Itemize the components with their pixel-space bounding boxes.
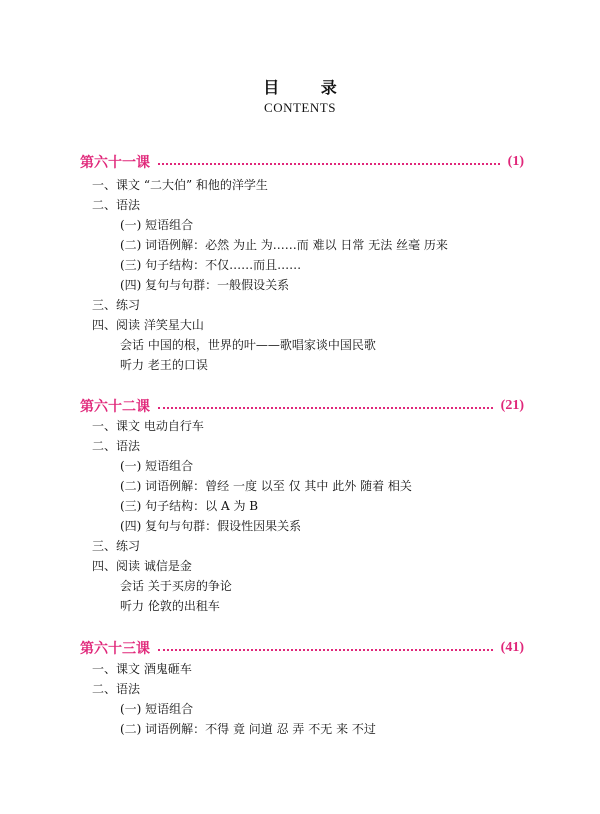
toc-item: (二) 词语例解：曾经 一度 以至 仅 其中 此外 随着 相关 <box>120 479 412 493</box>
leader-dots <box>158 163 500 165</box>
toc-item: (一) 短语组合 <box>120 702 194 716</box>
leader-dots <box>158 649 493 651</box>
page-subtitle: CONTENTS <box>264 100 336 115</box>
toc-item: 三、练习 <box>92 539 141 553</box>
lesson-page-number: (21) <box>500 398 524 413</box>
toc-item: 三、练习 <box>92 298 141 312</box>
toc-item: 会话 关于买房的争论 <box>120 579 232 593</box>
toc-item: (一) 短语组合 <box>120 459 194 473</box>
lesson-62-heading[interactable] <box>80 396 524 416</box>
toc-item: 一、课文 酒鬼砸车 <box>92 662 192 676</box>
lesson-title: 第六十一课 <box>80 155 150 171</box>
toc-item: (四) 复句与句群：一般假设关系 <box>120 278 290 292</box>
toc-item: (三) 句子结构：不仅……而且…… <box>120 258 302 272</box>
toc-item: (三) 句子结构：以 A 为 B <box>120 499 259 513</box>
toc-item: 四、阅读 洋笑星大山 <box>92 318 204 332</box>
toc-item: 二、语法 <box>92 439 141 453</box>
lesson-title: 第六十二课 <box>80 399 150 415</box>
toc-item: (二) 词语例解：不得 竟 问道 忍 弄 不无 来 不过 <box>120 722 376 736</box>
toc-item: (一) 短语组合 <box>120 218 194 232</box>
lesson-page-number: (1) <box>507 154 524 169</box>
page-title: 目 录 <box>263 78 355 97</box>
leader-dots <box>158 407 493 409</box>
toc-item: 二、语法 <box>92 198 141 212</box>
toc-item: (四) 复句与句群：假设性因果关系 <box>120 519 302 533</box>
toc-item: 二、语法 <box>92 682 141 696</box>
toc-item: 一、课文 “二大伯” 和他的洋学生 <box>92 178 268 192</box>
toc-item: 会话 中国的根，世界的叶——歌唱家谈中国民歌 <box>120 338 376 352</box>
toc-item: 听力 伦敦的出租车 <box>120 599 220 613</box>
lesson-63-heading[interactable] <box>80 638 524 658</box>
toc-item: 听力 老王的口误 <box>120 358 208 372</box>
lesson-title: 第六十三课 <box>80 641 150 657</box>
toc-item: 一、课文 电动自行车 <box>92 419 204 433</box>
lesson-page-number: (41) <box>500 640 524 655</box>
toc-item: (二) 词语例解：必然 为止 为……而 难以 日常 无法 丝毫 历来 <box>120 238 448 252</box>
toc-item: 四、阅读 诚信是金 <box>92 559 192 573</box>
lesson-61-heading[interactable] <box>80 152 524 172</box>
